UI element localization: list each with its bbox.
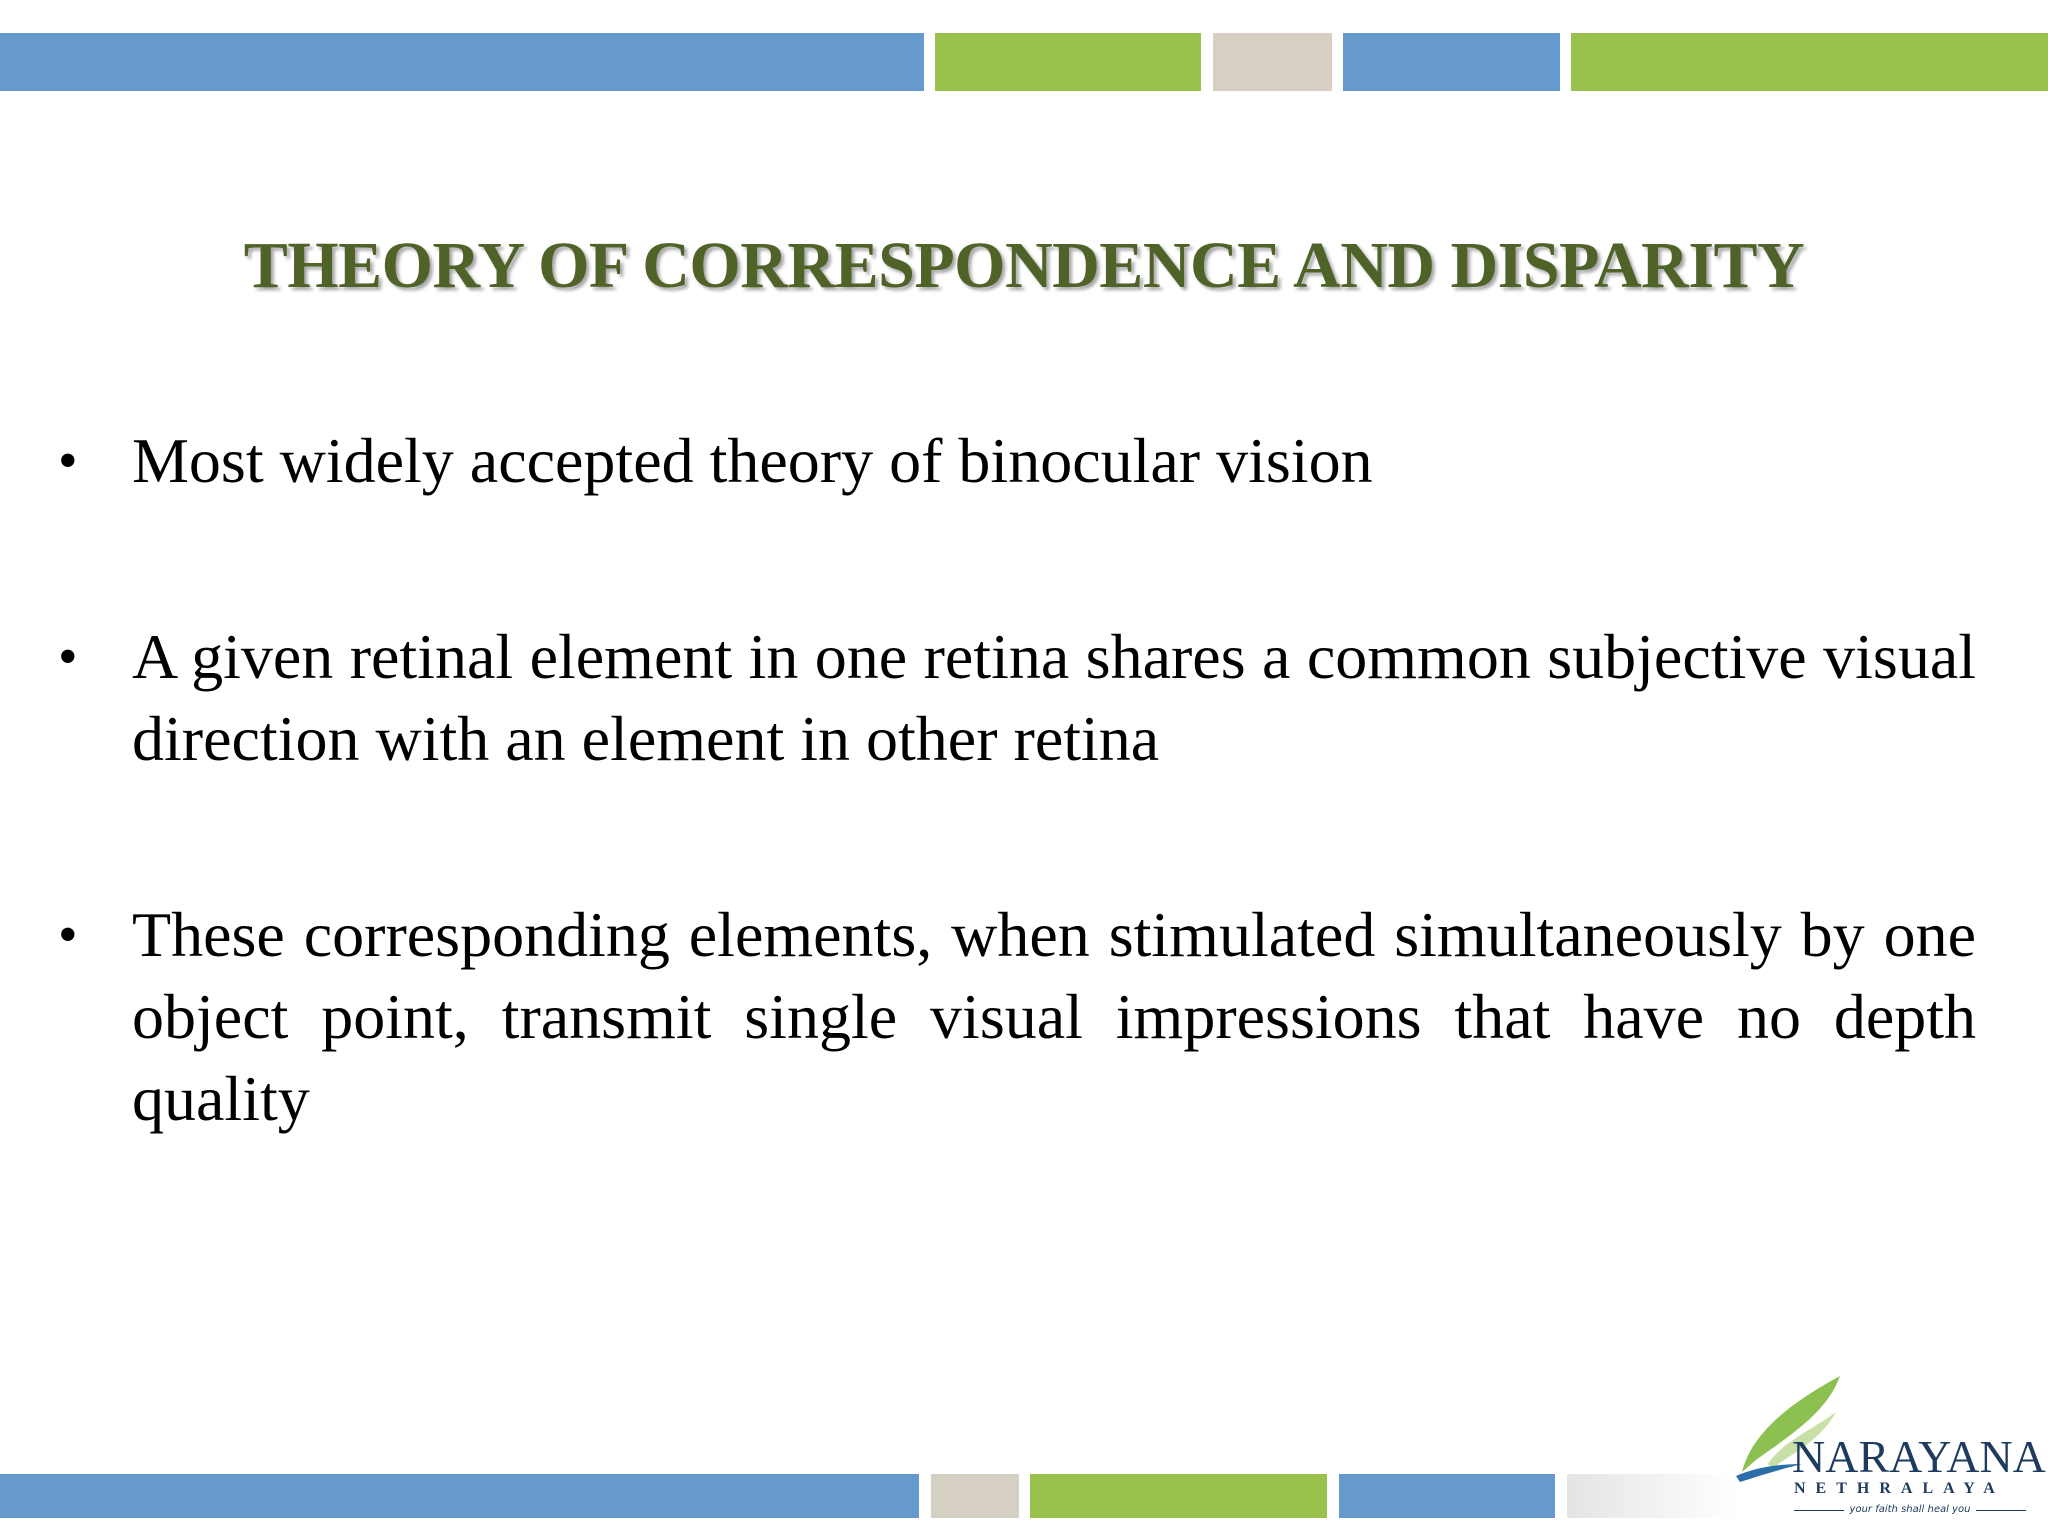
- bottom-bar-green: [1030, 1474, 1327, 1518]
- bullet-text: A given retinal element in one retina shares a common subjective visual direction with an element in other retina: [132, 621, 1976, 774]
- bullet-marker: •: [58, 626, 78, 688]
- logo-rule-right: [1976, 1510, 2026, 1511]
- bullet-marker: •: [58, 904, 78, 966]
- narayana-nethralaya-logo: [1732, 1372, 2046, 1522]
- top-bar-green-1: [935, 33, 1201, 91]
- top-bar-beige: [1213, 33, 1332, 91]
- bullet-item: [58, 616, 1976, 780]
- bullet-list: [58, 420, 1976, 1140]
- bullet-item: [58, 894, 1976, 1140]
- bottom-bar-beige-1: [931, 1474, 1019, 1518]
- bottom-bar-blue-2: [1339, 1474, 1555, 1518]
- logo-subtitle: NETHRALAYA: [1794, 1480, 2005, 1497]
- top-bar-green-2: [1571, 33, 2048, 91]
- bullet-text: Most widely accepted theory of binocular vision: [132, 425, 1373, 496]
- top-bar-blue-2: [1343, 33, 1560, 91]
- bullet-item: [58, 420, 1976, 502]
- top-bar-blue-1: [0, 33, 924, 91]
- bottom-bar-blue-1: [0, 1474, 919, 1518]
- logo-tagline: your faith shall heal you: [1849, 1504, 1971, 1515]
- slide-title: THEORY OF CORRESPONDENCE AND DISPARITY: [243, 229, 1805, 302]
- bullet-marker: •: [58, 430, 78, 492]
- bullet-text: These corresponding elements, when stimulated simultaneously by one object point, transmit single visual impressions that have no depth quality: [132, 899, 1976, 1134]
- bottom-bar-beige-2: [1567, 1474, 1737, 1518]
- logo-name: NARAYANA: [1792, 1431, 2046, 1482]
